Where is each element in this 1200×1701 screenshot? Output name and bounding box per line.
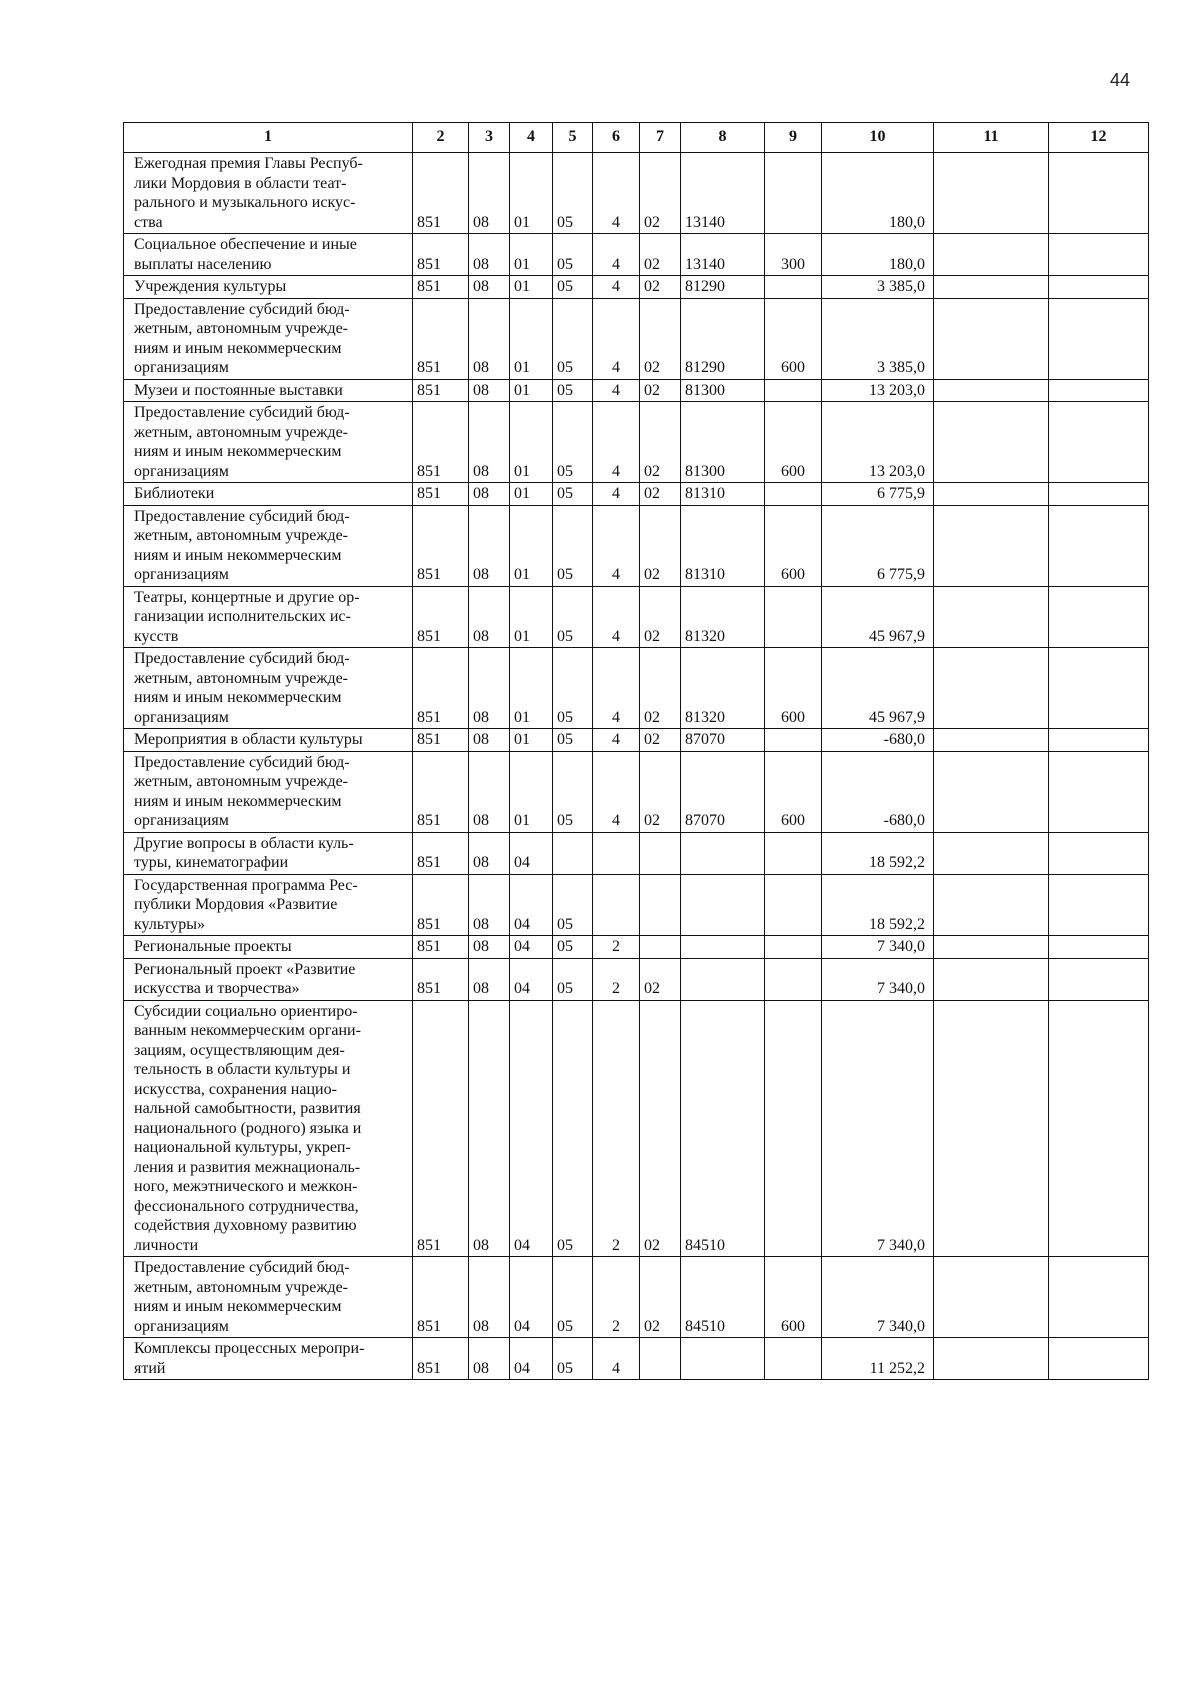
cell-col-6: 2: [593, 1000, 640, 1257]
cell-col-6: 4: [593, 402, 640, 483]
cell-col-2: 851: [413, 648, 469, 729]
cell-col-10: 45 967,9: [822, 586, 934, 648]
cell-col-12: [1049, 751, 1149, 832]
cell-col-11: [934, 874, 1049, 936]
cell-col-2: 851: [413, 874, 469, 936]
cell-col-10: 7 340,0: [822, 1000, 934, 1257]
cell-col-10: 3 385,0: [822, 298, 934, 379]
cell-col-9: [765, 936, 822, 959]
cell-col-5: [553, 832, 593, 874]
cell-col-5: 05: [553, 234, 593, 276]
cell-col-5: 05: [553, 1257, 593, 1338]
cell-col-11: [934, 153, 1049, 234]
cell-col-4: 01: [510, 298, 553, 379]
cell-col-6: 4: [593, 276, 640, 299]
cell-col-9: 600: [765, 751, 822, 832]
cell-col-2: 851: [413, 505, 469, 586]
cell-col-9: [765, 729, 822, 752]
table-row: [124, 1000, 1149, 1257]
cell-col-4: 01: [510, 586, 553, 648]
table-row: [124, 153, 1149, 234]
cell-col-7: 02: [640, 958, 681, 1000]
cell-col-6: [593, 832, 640, 874]
cell-col-10: 3 385,0: [822, 276, 934, 299]
cell-col-9: 600: [765, 1257, 822, 1338]
cell-col-4: 01: [510, 483, 553, 506]
table-row: [124, 936, 1149, 959]
row-name-cell: Субсидии социально ориентиро- ванным некоммерческим органи- зациям, осуществляющим дея- тельность в области культуры и искусства, сохранения нацио- нальной самобытности, развития национального (родного) языка и национальной культуры, укреп- ления и развития межнациональ- ного, межэтнического и межкон- фессионального сотрудничества, содействия духовному развитию личности: [124, 1000, 413, 1257]
table-row: [124, 298, 1149, 379]
cell-col-5: 05: [553, 402, 593, 483]
cell-col-3: 08: [469, 379, 510, 402]
header-cell-col-2: 2: [413, 123, 469, 153]
cell-col-7: 02: [640, 298, 681, 379]
cell-col-2: 851: [413, 936, 469, 959]
cell-col-4: 04: [510, 874, 553, 936]
cell-col-3: 08: [469, 648, 510, 729]
cell-col-3: 08: [469, 1338, 510, 1380]
cell-col-12: [1049, 402, 1149, 483]
header-cell-col-3: 3: [469, 123, 510, 153]
table-row: [124, 483, 1149, 506]
row-name-cell: Региональные проекты: [124, 936, 413, 959]
row-name-cell: Комплексы процессных меропри- ятий: [124, 1338, 413, 1380]
cell-col-8: [681, 832, 765, 874]
cell-col-10: 18 592,2: [822, 874, 934, 936]
header-cell-col-12: 12: [1049, 123, 1149, 153]
cell-col-11: [934, 958, 1049, 1000]
cell-col-11: [934, 1000, 1049, 1257]
cell-col-9: 600: [765, 505, 822, 586]
header-cell-col-10: 10: [822, 123, 934, 153]
cell-col-3: 08: [469, 276, 510, 299]
cell-col-2: 851: [413, 483, 469, 506]
row-name-cell: Ежегодная премия Главы Респуб- лики Мордовия в области теат- рального и музыкального искус- ства: [124, 153, 413, 234]
cell-col-11: [934, 648, 1049, 729]
cell-col-12: [1049, 483, 1149, 506]
cell-col-12: [1049, 874, 1149, 936]
cell-col-12: [1049, 234, 1149, 276]
cell-col-3: 08: [469, 505, 510, 586]
cell-col-12: [1049, 1000, 1149, 1257]
header-cell-col-8: 8: [681, 123, 765, 153]
cell-col-10: 6 775,9: [822, 483, 934, 506]
cell-col-2: 851: [413, 1257, 469, 1338]
cell-col-3: 08: [469, 936, 510, 959]
cell-col-11: [934, 1338, 1049, 1380]
cell-col-11: [934, 298, 1049, 379]
table-row: [124, 1338, 1149, 1380]
cell-col-3: 08: [469, 832, 510, 874]
cell-col-7: 02: [640, 586, 681, 648]
cell-col-7: 02: [640, 483, 681, 506]
cell-col-11: [934, 234, 1049, 276]
cell-col-5: 05: [553, 1338, 593, 1380]
cell-col-4: 01: [510, 402, 553, 483]
cell-col-10: 13 203,0: [822, 379, 934, 402]
cell-col-11: [934, 936, 1049, 959]
header-cell-col-9: 9: [765, 123, 822, 153]
cell-col-9: [765, 153, 822, 234]
cell-col-10: 7 340,0: [822, 1257, 934, 1338]
cell-col-2: 851: [413, 402, 469, 483]
cell-col-2: 851: [413, 729, 469, 752]
cell-col-5: 05: [553, 276, 593, 299]
cell-col-3: 08: [469, 402, 510, 483]
cell-col-7: 02: [640, 648, 681, 729]
cell-col-9: [765, 832, 822, 874]
page-number: 44: [1110, 70, 1131, 90]
table-row: [124, 751, 1149, 832]
cell-col-4: 04: [510, 832, 553, 874]
cell-col-8: [681, 958, 765, 1000]
cell-col-8: [681, 936, 765, 959]
cell-col-9: [765, 483, 822, 506]
cell-col-6: 4: [593, 234, 640, 276]
cell-col-12: [1049, 1338, 1149, 1380]
cell-col-4: 01: [510, 729, 553, 752]
cell-col-12: [1049, 276, 1149, 299]
cell-col-12: [1049, 379, 1149, 402]
cell-col-6: [593, 874, 640, 936]
table-row: [124, 1257, 1149, 1338]
cell-col-12: [1049, 1257, 1149, 1338]
row-name-cell: Региональный проект «Развитие искусства и творчества»: [124, 958, 413, 1000]
cell-col-12: [1049, 586, 1149, 648]
table-row: [124, 402, 1149, 483]
cell-col-8: [681, 874, 765, 936]
cell-col-5: 05: [553, 958, 593, 1000]
table-row: [124, 832, 1149, 874]
cell-col-12: [1049, 958, 1149, 1000]
cell-col-11: [934, 505, 1049, 586]
cell-col-12: [1049, 648, 1149, 729]
cell-col-3: 08: [469, 874, 510, 936]
cell-col-6: 4: [593, 751, 640, 832]
cell-col-9: 600: [765, 298, 822, 379]
cell-col-2: 851: [413, 1338, 469, 1380]
cell-col-6: 4: [593, 153, 640, 234]
cell-col-12: [1049, 936, 1149, 959]
row-name-cell: Другие вопросы в области куль- туры, кинематографии: [124, 832, 413, 874]
row-name-cell: Библиотеки: [124, 483, 413, 506]
cell-col-8: 13140: [681, 234, 765, 276]
cell-col-2: 851: [413, 586, 469, 648]
cell-col-11: [934, 832, 1049, 874]
table-row: [124, 648, 1149, 729]
cell-col-3: 08: [469, 298, 510, 379]
cell-col-11: [934, 729, 1049, 752]
cell-col-8: 81290: [681, 298, 765, 379]
cell-col-11: [934, 751, 1049, 832]
row-name-cell: Учреждения культуры: [124, 276, 413, 299]
cell-col-6: 4: [593, 648, 640, 729]
cell-col-5: 05: [553, 505, 593, 586]
cell-col-8: 81320: [681, 586, 765, 648]
cell-col-5: 05: [553, 729, 593, 752]
cell-col-11: [934, 379, 1049, 402]
table-row: [124, 379, 1149, 402]
budget-table: [123, 122, 1149, 1380]
cell-col-10: 6 775,9: [822, 505, 934, 586]
cell-col-7: [640, 1338, 681, 1380]
cell-col-10: -680,0: [822, 751, 934, 832]
cell-col-10: -680,0: [822, 729, 934, 752]
cell-col-9: [765, 276, 822, 299]
cell-col-7: 02: [640, 1257, 681, 1338]
cell-col-4: 01: [510, 153, 553, 234]
cell-col-6: 4: [593, 505, 640, 586]
cell-col-10: 7 340,0: [822, 958, 934, 1000]
cell-col-4: 01: [510, 379, 553, 402]
cell-col-4: 04: [510, 1338, 553, 1380]
cell-col-10: 45 967,9: [822, 648, 934, 729]
header-cell-col-1: 1: [124, 123, 413, 153]
cell-col-8: 87070: [681, 751, 765, 832]
cell-col-11: [934, 1257, 1049, 1338]
cell-col-2: 851: [413, 276, 469, 299]
row-name-cell: Предоставление субсидий бюд- жетным, автономным учрежде- ниям и иным некоммерческим организациям: [124, 402, 413, 483]
header-cell-col-5: 5: [553, 123, 593, 153]
row-name-cell: Социальное обеспечение и иные выплаты населению: [124, 234, 413, 276]
cell-col-9: 300: [765, 234, 822, 276]
cell-col-2: 851: [413, 832, 469, 874]
cell-col-10: 13 203,0: [822, 402, 934, 483]
cell-col-6: 2: [593, 936, 640, 959]
cell-col-3: 08: [469, 234, 510, 276]
cell-col-7: 02: [640, 505, 681, 586]
cell-col-7: 02: [640, 153, 681, 234]
cell-col-7: 02: [640, 234, 681, 276]
cell-col-5: 05: [553, 298, 593, 379]
cell-col-12: [1049, 298, 1149, 379]
cell-col-7: [640, 874, 681, 936]
cell-col-5: 05: [553, 483, 593, 506]
table-row: [124, 505, 1149, 586]
cell-col-11: [934, 276, 1049, 299]
cell-col-6: 4: [593, 298, 640, 379]
cell-col-7: 02: [640, 276, 681, 299]
cell-col-11: [934, 586, 1049, 648]
cell-col-8: 81300: [681, 402, 765, 483]
cell-col-2: 851: [413, 1000, 469, 1257]
cell-col-3: 08: [469, 1000, 510, 1257]
cell-col-10: 180,0: [822, 234, 934, 276]
cell-col-5: 05: [553, 936, 593, 959]
table-row: [124, 874, 1149, 936]
cell-col-7: 02: [640, 379, 681, 402]
cell-col-6: 2: [593, 958, 640, 1000]
cell-col-7: [640, 832, 681, 874]
header-cell-col-11: 11: [934, 123, 1049, 153]
row-name-cell: Мероприятия в области культуры: [124, 729, 413, 752]
cell-col-10: 180,0: [822, 153, 934, 234]
cell-col-9: [765, 874, 822, 936]
cell-col-5: 05: [553, 586, 593, 648]
cell-col-6: 4: [593, 379, 640, 402]
cell-col-3: 08: [469, 958, 510, 1000]
cell-col-8: 13140: [681, 153, 765, 234]
table-row: [124, 586, 1149, 648]
table-row: [124, 729, 1149, 752]
cell-col-4: 04: [510, 1257, 553, 1338]
cell-col-8: [681, 1338, 765, 1380]
cell-col-12: [1049, 153, 1149, 234]
cell-col-4: 04: [510, 958, 553, 1000]
cell-col-11: [934, 483, 1049, 506]
cell-col-4: 01: [510, 276, 553, 299]
cell-col-7: 02: [640, 751, 681, 832]
cell-col-3: 08: [469, 153, 510, 234]
row-name-cell: Государственная программа Рес- публики Мордовия «Развитие культуры»: [124, 874, 413, 936]
cell-col-9: [765, 1000, 822, 1257]
cell-col-8: 81310: [681, 505, 765, 586]
cell-col-9: [765, 379, 822, 402]
cell-col-10: 11 252,2: [822, 1338, 934, 1380]
cell-col-9: [765, 586, 822, 648]
cell-col-3: 08: [469, 1257, 510, 1338]
cell-col-8: 81320: [681, 648, 765, 729]
row-name-cell: Предоставление субсидий бюд- жетным, автономным учрежде- ниям и иным некоммерческим организациям: [124, 298, 413, 379]
cell-col-8: 81310: [681, 483, 765, 506]
cell-col-8: 84510: [681, 1257, 765, 1338]
cell-col-7: [640, 936, 681, 959]
cell-col-8: 81290: [681, 276, 765, 299]
cell-col-5: 05: [553, 751, 593, 832]
cell-col-9: [765, 958, 822, 1000]
cell-col-2: 851: [413, 153, 469, 234]
cell-col-7: 02: [640, 729, 681, 752]
cell-col-7: 02: [640, 402, 681, 483]
cell-col-6: 4: [593, 586, 640, 648]
table-body: [124, 153, 1149, 1380]
table-header-row: [124, 123, 1149, 153]
cell-col-2: 851: [413, 234, 469, 276]
cell-col-2: 851: [413, 298, 469, 379]
row-name-cell: Предоставление субсидий бюд- жетным, автономным учрежде- ниям и иным некоммерческим организациям: [124, 648, 413, 729]
cell-col-6: 4: [593, 729, 640, 752]
cell-col-12: [1049, 832, 1149, 874]
cell-col-5: 05: [553, 1000, 593, 1257]
row-name-cell: Театры, концертные и другие ор- ганизации исполнительских ис- кусств: [124, 586, 413, 648]
row-name-cell: Предоставление субсидий бюд- жетным, автономным учрежде- ниям и иным некоммерческим организациям: [124, 505, 413, 586]
table-row: [124, 234, 1149, 276]
cell-col-3: 08: [469, 729, 510, 752]
cell-col-5: 05: [553, 379, 593, 402]
cell-col-5: 05: [553, 153, 593, 234]
cell-col-4: 01: [510, 505, 553, 586]
cell-col-5: 05: [553, 874, 593, 936]
cell-col-3: 08: [469, 483, 510, 506]
cell-col-10: 18 592,2: [822, 832, 934, 874]
cell-col-2: 851: [413, 958, 469, 1000]
cell-col-10: 7 340,0: [822, 936, 934, 959]
cell-col-6: 2: [593, 1257, 640, 1338]
header-cell-col-4: 4: [510, 123, 553, 153]
cell-col-4: 01: [510, 234, 553, 276]
cell-col-12: [1049, 505, 1149, 586]
table-row: [124, 276, 1149, 299]
cell-col-4: 04: [510, 1000, 553, 1257]
cell-col-4: 01: [510, 648, 553, 729]
cell-col-6: 4: [593, 483, 640, 506]
cell-col-9: 600: [765, 648, 822, 729]
cell-col-3: 08: [469, 586, 510, 648]
cell-col-7: 02: [640, 1000, 681, 1257]
table-row: [124, 958, 1149, 1000]
header-cell-col-7: 7: [640, 123, 681, 153]
row-name-cell: Музеи и постоянные выставки: [124, 379, 413, 402]
cell-col-4: 04: [510, 936, 553, 959]
cell-col-8: 81300: [681, 379, 765, 402]
cell-col-12: [1049, 729, 1149, 752]
cell-col-6: 4: [593, 1338, 640, 1380]
cell-col-9: [765, 1338, 822, 1380]
cell-col-2: 851: [413, 751, 469, 832]
row-name-cell: Предоставление субсидий бюд- жетным, автономным учрежде- ниям и иным некоммерческим организациям: [124, 751, 413, 832]
cell-col-2: 851: [413, 379, 469, 402]
cell-col-9: 600: [765, 402, 822, 483]
header-cell-col-6: 6: [593, 123, 640, 153]
cell-col-5: 05: [553, 648, 593, 729]
cell-col-8: 84510: [681, 1000, 765, 1257]
row-name-cell: Предоставление субсидий бюд- жетным, автономным учрежде- ниям и иным некоммерческим организациям: [124, 1257, 413, 1338]
cell-col-11: [934, 402, 1049, 483]
cell-col-4: 01: [510, 751, 553, 832]
cell-col-3: 08: [469, 751, 510, 832]
cell-col-8: 87070: [681, 729, 765, 752]
